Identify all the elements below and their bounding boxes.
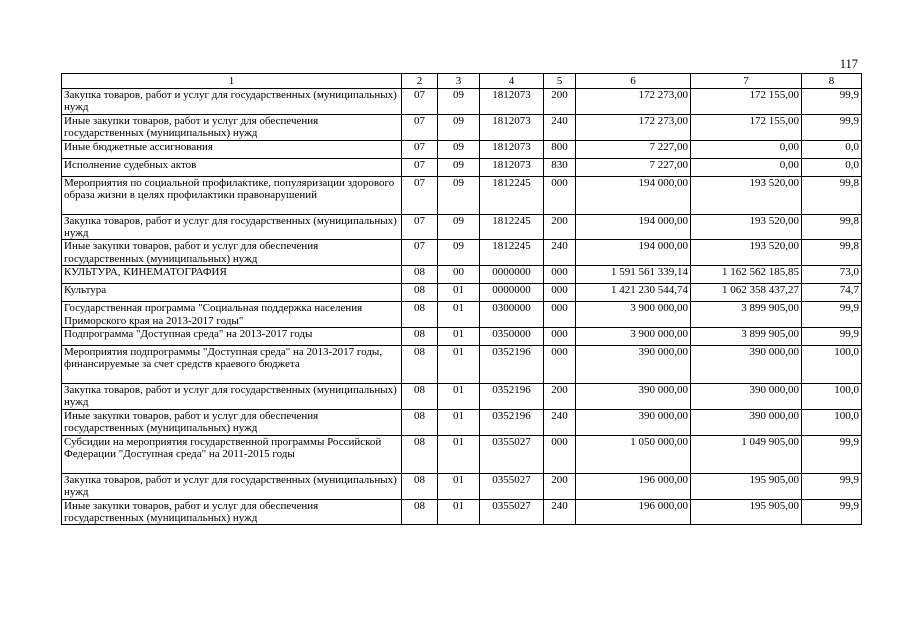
executed-amount: 193 520,00 bbox=[691, 240, 802, 266]
executed-amount: 172 155,00 bbox=[691, 114, 802, 140]
subsection-code: 09 bbox=[438, 214, 480, 240]
table-row bbox=[62, 140, 862, 158]
planned-amount: 194 000,00 bbox=[576, 176, 691, 214]
item-name: Мероприятия подпрограммы "Доступная среда" на 2013-2017 годы, финансируемые за счет средств краевого бюджета bbox=[62, 346, 402, 384]
executed-amount: 195 905,00 bbox=[691, 499, 802, 525]
planned-amount: 196 000,00 bbox=[576, 499, 691, 525]
table-row bbox=[62, 302, 862, 328]
table-row bbox=[62, 284, 862, 302]
executed-amount: 0,00 bbox=[691, 158, 802, 176]
table-row bbox=[62, 384, 862, 410]
table-row bbox=[62, 89, 862, 115]
section-code: 07 bbox=[402, 140, 438, 158]
expense-type-code: 000 bbox=[544, 435, 576, 473]
table-row bbox=[62, 435, 862, 473]
execution-percent: 99,9 bbox=[802, 328, 862, 346]
table-body bbox=[62, 89, 862, 525]
section-code: 08 bbox=[402, 473, 438, 499]
subsection-code: 09 bbox=[438, 140, 480, 158]
execution-percent: 99,9 bbox=[802, 302, 862, 328]
section-code: 08 bbox=[402, 346, 438, 384]
table-header-row bbox=[62, 74, 862, 89]
executed-amount: 1 162 562 185,85 bbox=[691, 266, 802, 284]
planned-amount: 196 000,00 bbox=[576, 473, 691, 499]
subsection-code: 09 bbox=[438, 89, 480, 115]
planned-amount: 3 900 000,00 bbox=[576, 328, 691, 346]
table-row bbox=[62, 499, 862, 525]
execution-percent: 99,8 bbox=[802, 214, 862, 240]
table-row bbox=[62, 346, 862, 384]
target-code: 1812073 bbox=[480, 89, 544, 115]
section-code: 08 bbox=[402, 499, 438, 525]
target-code: 0350000 bbox=[480, 328, 544, 346]
subsection-code: 01 bbox=[438, 302, 480, 328]
expense-type-code: 240 bbox=[544, 114, 576, 140]
subsection-code: 09 bbox=[438, 158, 480, 176]
section-code: 08 bbox=[402, 384, 438, 410]
expense-type-code: 000 bbox=[544, 302, 576, 328]
planned-amount: 1 591 561 339,14 bbox=[576, 266, 691, 284]
execution-percent: 74,7 bbox=[802, 284, 862, 302]
page-number: 117 bbox=[839, 57, 858, 71]
item-name: Иные закупки товаров, работ и услуг для обеспечения государственных (муниципальных) нужд bbox=[62, 114, 402, 140]
expense-type-code: 240 bbox=[544, 409, 576, 435]
planned-amount: 194 000,00 bbox=[576, 214, 691, 240]
target-code: 0352196 bbox=[480, 384, 544, 410]
executed-amount: 1 049 905,00 bbox=[691, 435, 802, 473]
table-row bbox=[62, 473, 862, 499]
subsection-code: 09 bbox=[438, 240, 480, 266]
column-header: 6 bbox=[576, 74, 691, 89]
column-header: 3 bbox=[438, 74, 480, 89]
item-name: Иные бюджетные ассигнования bbox=[62, 140, 402, 158]
expense-type-code: 200 bbox=[544, 473, 576, 499]
target-code: 1812073 bbox=[480, 114, 544, 140]
planned-amount: 390 000,00 bbox=[576, 384, 691, 410]
section-code: 07 bbox=[402, 89, 438, 115]
table-row bbox=[62, 176, 862, 214]
column-header: 2 bbox=[402, 74, 438, 89]
table-row bbox=[62, 266, 862, 284]
executed-amount: 193 520,00 bbox=[691, 214, 802, 240]
executed-amount: 193 520,00 bbox=[691, 176, 802, 214]
column-header: 8 bbox=[802, 74, 862, 89]
expense-type-code: 000 bbox=[544, 266, 576, 284]
execution-percent: 100,0 bbox=[802, 384, 862, 410]
expense-type-code: 830 bbox=[544, 158, 576, 176]
section-code: 07 bbox=[402, 158, 438, 176]
column-header: 5 bbox=[544, 74, 576, 89]
target-code: 0000000 bbox=[480, 284, 544, 302]
subsection-code: 01 bbox=[438, 384, 480, 410]
section-code: 07 bbox=[402, 214, 438, 240]
item-name: Иные закупки товаров, работ и услуг для обеспечения государственных (муниципальных) нужд bbox=[62, 240, 402, 266]
target-code: 1812245 bbox=[480, 240, 544, 266]
target-code: 1812073 bbox=[480, 140, 544, 158]
subsection-code: 01 bbox=[438, 435, 480, 473]
execution-percent: 99,8 bbox=[802, 240, 862, 266]
item-name: Исполнение судебных актов bbox=[62, 158, 402, 176]
subsection-code: 01 bbox=[438, 284, 480, 302]
execution-percent: 73,0 bbox=[802, 266, 862, 284]
target-code: 0355027 bbox=[480, 473, 544, 499]
subsection-code: 01 bbox=[438, 473, 480, 499]
item-name: Закупка товаров, работ и услуг для государственных (муниципальных) нужд bbox=[62, 214, 402, 240]
execution-percent: 99,9 bbox=[802, 473, 862, 499]
section-code: 08 bbox=[402, 266, 438, 284]
table-row bbox=[62, 158, 862, 176]
execution-percent: 99,9 bbox=[802, 114, 862, 140]
expense-type-code: 000 bbox=[544, 284, 576, 302]
expense-type-code: 000 bbox=[544, 176, 576, 214]
execution-percent: 99,8 bbox=[802, 176, 862, 214]
execution-percent: 100,0 bbox=[802, 409, 862, 435]
target-code: 0300000 bbox=[480, 302, 544, 328]
item-name: КУЛЬТУРА, КИНЕМАТОГРАФИЯ bbox=[62, 266, 402, 284]
planned-amount: 1 050 000,00 bbox=[576, 435, 691, 473]
executed-amount: 390 000,00 bbox=[691, 384, 802, 410]
subsection-code: 00 bbox=[438, 266, 480, 284]
item-name: Закупка товаров, работ и услуг для государственных (муниципальных) нужд bbox=[62, 89, 402, 115]
planned-amount: 7 227,00 bbox=[576, 158, 691, 176]
expense-type-code: 200 bbox=[544, 214, 576, 240]
expense-type-code: 240 bbox=[544, 240, 576, 266]
item-name: Государственная программа "Социальная поддержка населения Приморского края на 2013-2017 годы" bbox=[62, 302, 402, 328]
subsection-code: 09 bbox=[438, 176, 480, 214]
executed-amount: 1 062 358 437,27 bbox=[691, 284, 802, 302]
expense-type-code: 200 bbox=[544, 384, 576, 410]
execution-percent: 100,0 bbox=[802, 346, 862, 384]
section-code: 07 bbox=[402, 240, 438, 266]
target-code: 1812073 bbox=[480, 158, 544, 176]
execution-percent: 99,9 bbox=[802, 89, 862, 115]
item-name: Мероприятия по социальной профилактике, популяризации здорового образа жизни в целях профилактики правонарушений bbox=[62, 176, 402, 214]
column-header: 1 bbox=[62, 74, 402, 89]
target-code: 0352196 bbox=[480, 409, 544, 435]
planned-amount: 1 421 230 544,74 bbox=[576, 284, 691, 302]
expense-type-code: 200 bbox=[544, 89, 576, 115]
planned-amount: 390 000,00 bbox=[576, 409, 691, 435]
table-row bbox=[62, 409, 862, 435]
table-row bbox=[62, 328, 862, 346]
executed-amount: 172 155,00 bbox=[691, 89, 802, 115]
section-code: 08 bbox=[402, 409, 438, 435]
subsection-code: 01 bbox=[438, 409, 480, 435]
execution-percent: 99,9 bbox=[802, 435, 862, 473]
expense-type-code: 000 bbox=[544, 346, 576, 384]
executed-amount: 0,00 bbox=[691, 140, 802, 158]
section-code: 08 bbox=[402, 435, 438, 473]
item-name: Иные закупки товаров, работ и услуг для обеспечения государственных (муниципальных) нужд bbox=[62, 499, 402, 525]
planned-amount: 172 273,00 bbox=[576, 114, 691, 140]
section-code: 08 bbox=[402, 328, 438, 346]
subsection-code: 01 bbox=[438, 346, 480, 384]
executed-amount: 390 000,00 bbox=[691, 346, 802, 384]
item-name: Субсидии на мероприятия государственной программы Российской Федерации "Доступная среда" на 2011-2015 годы bbox=[62, 435, 402, 473]
target-code: 0355027 bbox=[480, 499, 544, 525]
item-name: Закупка товаров, работ и услуг для государственных (муниципальных) нужд bbox=[62, 384, 402, 410]
expense-type-code: 800 bbox=[544, 140, 576, 158]
subsection-code: 01 bbox=[438, 328, 480, 346]
expense-type-code: 240 bbox=[544, 499, 576, 525]
target-code: 1812245 bbox=[480, 214, 544, 240]
subsection-code: 09 bbox=[438, 114, 480, 140]
execution-percent: 99,9 bbox=[802, 499, 862, 525]
expense-type-code: 000 bbox=[544, 328, 576, 346]
item-name: Культура bbox=[62, 284, 402, 302]
target-code: 0355027 bbox=[480, 435, 544, 473]
executed-amount: 3 899 905,00 bbox=[691, 328, 802, 346]
planned-amount: 194 000,00 bbox=[576, 240, 691, 266]
item-name: Иные закупки товаров, работ и услуг для обеспечения государственных (муниципальных) нужд bbox=[62, 409, 402, 435]
executed-amount: 195 905,00 bbox=[691, 473, 802, 499]
executed-amount: 3 899 905,00 bbox=[691, 302, 802, 328]
table-row bbox=[62, 214, 862, 240]
section-code: 08 bbox=[402, 284, 438, 302]
planned-amount: 7 227,00 bbox=[576, 140, 691, 158]
table-row bbox=[62, 114, 862, 140]
target-code: 0000000 bbox=[480, 266, 544, 284]
execution-percent: 0,0 bbox=[802, 158, 862, 176]
subsection-code: 01 bbox=[438, 499, 480, 525]
target-code: 0352196 bbox=[480, 346, 544, 384]
planned-amount: 172 273,00 bbox=[576, 89, 691, 115]
execution-percent: 0,0 bbox=[802, 140, 862, 158]
target-code: 1812245 bbox=[480, 176, 544, 214]
section-code: 07 bbox=[402, 176, 438, 214]
item-name: Подпрограмма "Доступная среда" на 2013-2017 годы bbox=[62, 328, 402, 346]
column-header: 4 bbox=[480, 74, 544, 89]
planned-amount: 3 900 000,00 bbox=[576, 302, 691, 328]
executed-amount: 390 000,00 bbox=[691, 409, 802, 435]
table-row bbox=[62, 240, 862, 266]
budget-table bbox=[61, 73, 862, 525]
section-code: 08 bbox=[402, 302, 438, 328]
item-name: Закупка товаров, работ и услуг для государственных (муниципальных) нужд bbox=[62, 473, 402, 499]
column-header: 7 bbox=[691, 74, 802, 89]
planned-amount: 390 000,00 bbox=[576, 346, 691, 384]
section-code: 07 bbox=[402, 114, 438, 140]
